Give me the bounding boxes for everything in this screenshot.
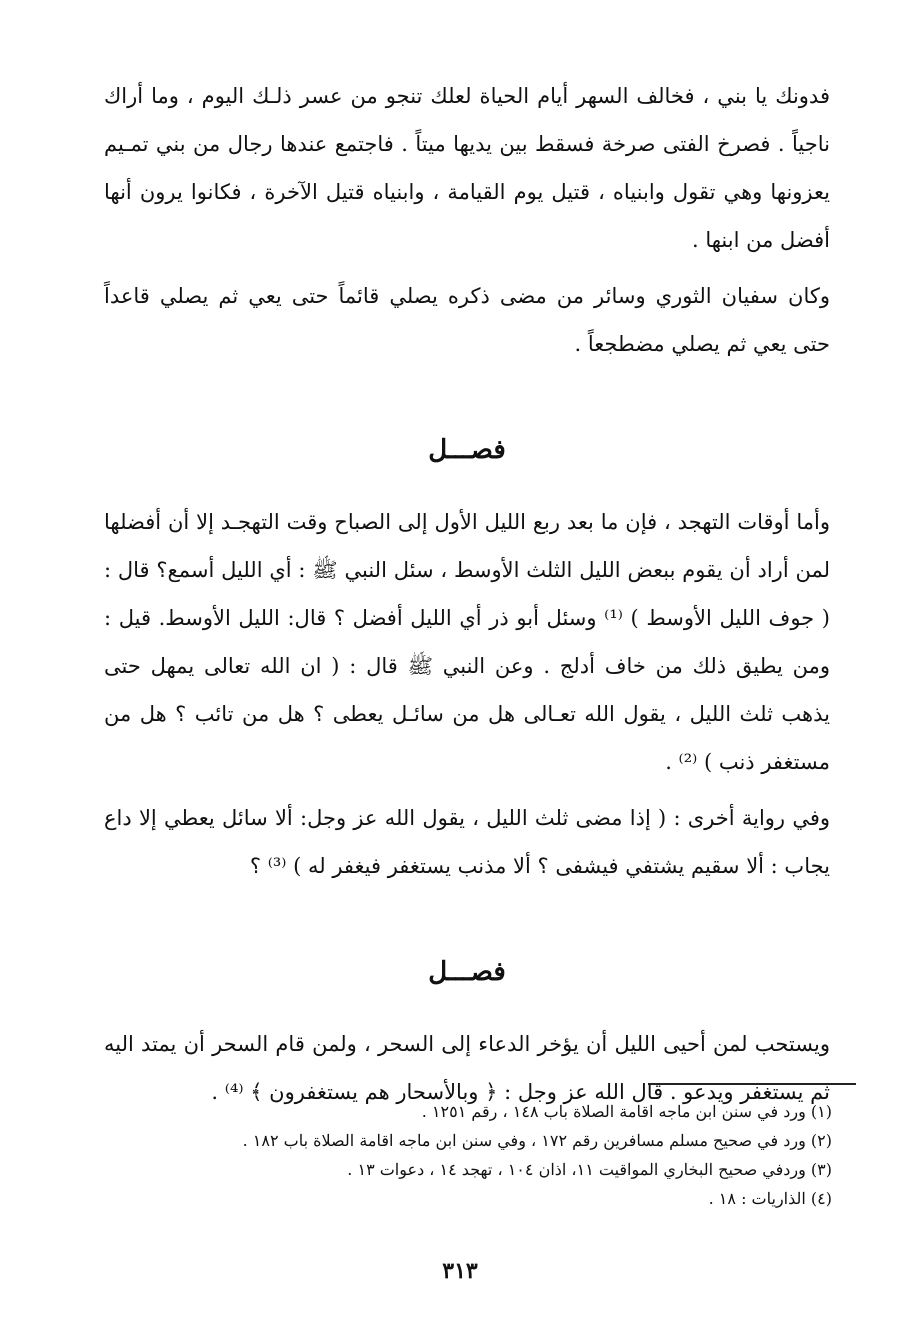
page-body [104, 72, 830, 1116]
section-heading [104, 952, 830, 992]
footnote: (١) ورد في سنن ابن ماجه اقامة الصلاة باب ١٤٨ ، رقم ١٢٥١ . [421, 1102, 832, 1121]
page-number: ٣١٣ [442, 1258, 478, 1284]
section-heading-text: فصـــل [428, 957, 506, 987]
footnote-divider [648, 1083, 856, 1085]
footnote: (٢) ورد في صحيح مسلم مسافرين رقم ١٧٢ ، وفي سنن ابن ماجه اقامة الصلاة باب ١٨٢ . [242, 1131, 832, 1150]
section-heading [104, 430, 830, 470]
paragraph: ويستحب لمن أحيى الليل أن يؤخر الدعاء إلى السحر ، ولمن قام السحر أن يمتد اليه ثم يستغفر ويدعو . قال الله عز وجل : ﴿ وبالأسحار هم يستغفرون ﴾ ⁽⁴⁾ . [104, 1032, 830, 1104]
section-heading-text: فصـــل [428, 435, 506, 465]
paragraph: فدونك يا بني ، فخالف السهر أيام الحياة لعلك تنجو من عسر ذلـك اليوم ، وما أراك ناجياً . فصرخ الفتى صرخة فسقط بين يديها ميتاً . فاجتمع عندها رجال من بني تمـيم يعزونها وهي تقول وابنياه ، قتيل يوم القيامة ، وابنياه قتيل الآخرة ، فكانوا يرون أنها أفضل من ابنها . [104, 84, 830, 252]
footnote: (٤) الذاريات : ١٨ . [708, 1189, 832, 1208]
paragraph: وفي رواية أخرى : ( إذا مضى ثلث الليل ، يقول الله عز وجل: ألا سائل يعطي إلا داع يجاب : ألا سقيم يشتفي فيشفى ؟ ألا مذنب يستغفر فيغفر له ) ⁽³⁾ ؟ [104, 806, 830, 878]
paragraph: وأما أوقات التهجد ، فإن ما بعد ربع الليل الأول إلى الصباح وقت التهجـد إلا أن أفضلها لمن أراد أن يقوم ببعض الليل الثلث الأوسط ، سئل النبي ﷺ : أي الليل أسمع؟ قال : ( جوف الليل الأوسط ) ⁽¹⁾ وسئل أبو ذر أي الليل أفضل ؟ قال: الليل الأوسط. قيل : ومن يطيق ذلك من خاف أدلج . وعن النبي ﷺ قال : ( ان الله تعالى يمهل حتى يذهب ثلث الليل ، يقول الله تعـالى هل من سائـل يعطى ؟ هل من تائب ؟ هل من مستغفر ذنب ) ⁽²⁾ . [104, 510, 830, 774]
footnote: (٣) وردفي صحيح البخاري المواقيت ١١، اذان ١٠٤ ، تهجد ١٤ ، دعوات ١٣ . [347, 1160, 832, 1179]
footnotes [160, 1097, 832, 1213]
paragraph: وكان سفيان الثوري وسائر من مضى ذكره يصلي قائماً حتى يعي ثم يصلي قاعداً حتى يعي ثم يصلي مضطجعاً . [104, 284, 830, 356]
